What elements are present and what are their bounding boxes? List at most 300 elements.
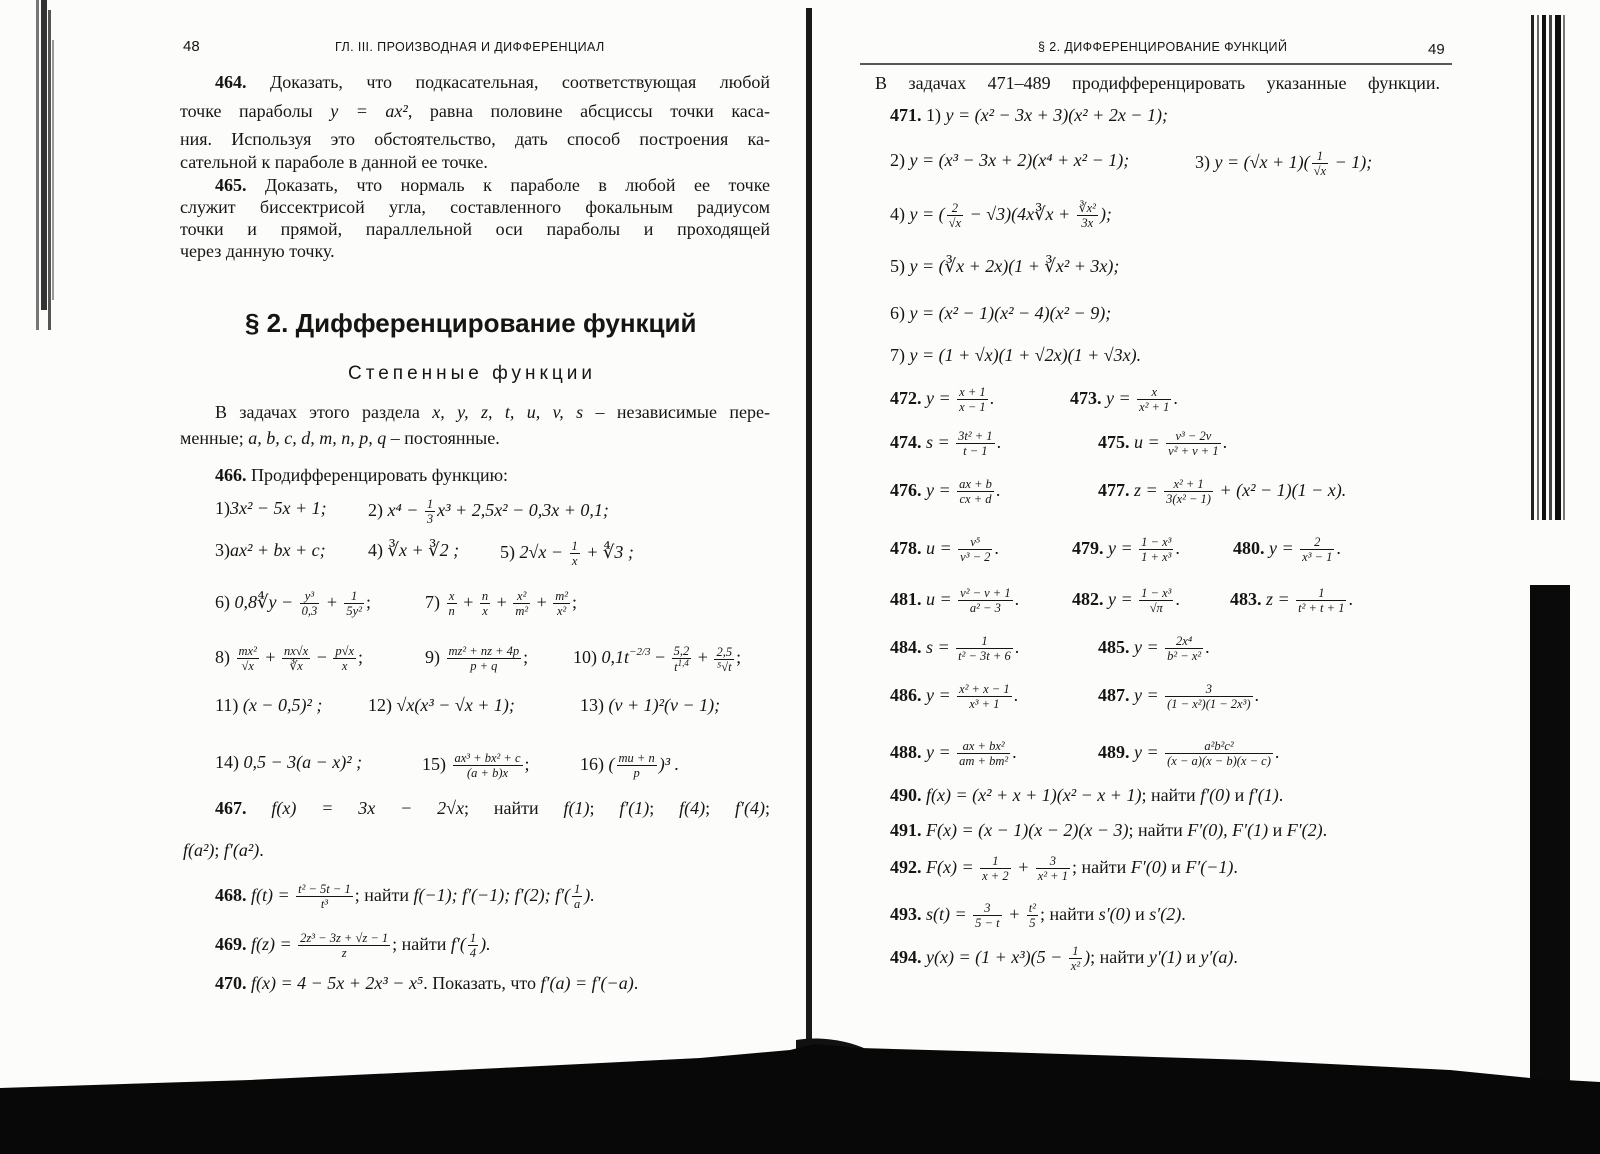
fraction-numerator (1036, 854, 1070, 868)
problem-486 (890, 682, 1019, 711)
text-run: am + bm² (959, 754, 1009, 768)
fraction (1164, 477, 1213, 506)
line-content (875, 73, 1440, 93)
text-run: . (1348, 588, 1353, 609)
fraction-denominator (957, 696, 1011, 711)
text-run: 9) (425, 646, 445, 667)
problem-number: 484. (890, 636, 922, 657)
fraction (1296, 586, 1346, 615)
text-run: . (995, 479, 1001, 500)
text-run: 6) (890, 303, 910, 323)
math-expression: y = ax² (330, 101, 408, 121)
problem-469 (215, 931, 491, 960)
text-run: x (341, 659, 348, 673)
math-expression: √x(x³ − √x + 1); (396, 695, 515, 715)
text-run: ; (214, 840, 224, 860)
fraction-denominator (447, 658, 522, 673)
math-expression: f′(a) = f′(−a) (540, 973, 634, 993)
text-run: 3 (1049, 854, 1056, 868)
line-content (890, 150, 1129, 170)
fraction-numerator (947, 201, 963, 215)
problem-number: 493. (890, 903, 922, 924)
problem-number: 471. (890, 105, 922, 125)
text-run: . (1175, 588, 1180, 609)
text-run: x² + x − 1 (959, 682, 1010, 696)
problem-number: 478. (890, 537, 922, 558)
problem-number: 466. (215, 465, 247, 485)
fraction-numerator (958, 535, 992, 549)
fraction (333, 644, 356, 673)
line-content (215, 465, 508, 485)
text-run: 3) (1195, 151, 1215, 172)
problem-465-line-2 (180, 196, 770, 218)
math-expression: z = (1134, 479, 1163, 500)
text-run: 8) (215, 646, 235, 667)
text-run: t³ (320, 897, 329, 911)
text-run: 3 (426, 512, 434, 526)
text-run: − (312, 646, 332, 667)
text-run: 10) (573, 647, 602, 668)
text-run: . (1014, 588, 1020, 609)
math-expression: x⁴ − (387, 499, 423, 520)
math-expression: y = (∛x + 2x)(1 + ∛x² + 3x); (909, 256, 1120, 276)
text-run: n (481, 589, 489, 603)
math-expression: z = (1266, 588, 1295, 609)
problem-number: 476. (890, 479, 922, 500)
text-run: ; найти (1141, 785, 1201, 805)
fraction-numerator (480, 589, 490, 603)
fraction (956, 634, 1013, 663)
fraction-numerator (1300, 535, 1334, 549)
text-run: t − 1 (963, 444, 988, 458)
math-expression: f′( (450, 933, 466, 954)
fraction-denominator (570, 553, 580, 568)
text-run: 1 (992, 854, 999, 868)
problem-number: 473. (1070, 387, 1102, 408)
fraction-numerator (572, 882, 582, 896)
text-run: 5 − t (975, 916, 1000, 930)
fraction-denominator (425, 511, 435, 526)
line-content (180, 101, 770, 121)
fraction-denominator (344, 603, 364, 618)
problem-466-heading (215, 464, 508, 486)
text-run: и (1181, 946, 1201, 967)
math-expression: 0,5 − 3(a − x)² ; (243, 752, 363, 772)
fraction-numerator (1027, 901, 1038, 915)
line-content (180, 428, 500, 448)
problem-470 (215, 972, 638, 994)
problem-465-line-3 (180, 218, 770, 240)
text-run: . (1205, 636, 1210, 657)
problem-493 (890, 901, 1186, 930)
math-expression: f(x) = 4 − 5x + 2x³ − x⁵ (251, 973, 424, 993)
text-run: точки и прямой, параллельной оси параболы и проходящей (180, 219, 770, 239)
text-run: + (458, 591, 478, 612)
fraction (425, 497, 435, 526)
problem-number: 486. (890, 684, 922, 705)
text-run: ; найти (1072, 856, 1131, 877)
problem-number: 477. (1098, 479, 1130, 500)
fraction-numerator (1069, 944, 1082, 958)
fraction (957, 739, 1010, 768)
problem-464-line-1 (215, 71, 770, 93)
fraction (1069, 944, 1082, 973)
problem-number: 465. (215, 175, 247, 195)
fraction-denominator (572, 896, 582, 911)
fraction-numerator (1166, 429, 1220, 443)
text-run: . (1014, 636, 1020, 657)
fraction-numerator (237, 644, 259, 658)
fraction-denominator (956, 443, 994, 458)
math-expression: 2√x − (519, 541, 568, 562)
text-run: 15) (422, 753, 451, 774)
fraction-numerator (973, 901, 1001, 915)
text-run: mu + n (618, 751, 655, 765)
fraction (973, 901, 1001, 930)
text-run: 1 (1072, 944, 1079, 958)
math-expression: u = (1134, 431, 1165, 452)
exponent: −2/3 (629, 646, 651, 659)
line-content (1098, 682, 1260, 711)
math-expression: F(x) = (x − 1)(x − 2)(x − 3) (926, 820, 1129, 840)
text-run: b² − x² (1167, 649, 1202, 663)
text-run: ; (523, 646, 529, 667)
fraction (572, 882, 582, 911)
fraction-numerator (298, 931, 390, 945)
math-expression: + (x² − 1)(1 − x). (1214, 479, 1347, 500)
math-expression: 0,1t (601, 647, 630, 668)
fraction (617, 751, 657, 780)
text-run (247, 798, 272, 818)
text-run: 3(x² − 1) (1166, 492, 1211, 506)
text-run: 1 − x³ (1141, 586, 1172, 600)
text-run: . (1181, 903, 1186, 924)
line-content (180, 152, 488, 172)
math-expression: y = (926, 479, 956, 500)
page-number-right: 49 (1428, 41, 1445, 58)
line-content (180, 241, 335, 261)
text-run: и (1230, 785, 1249, 805)
text-run: ; (572, 591, 578, 612)
fraction-denominator (1027, 915, 1038, 930)
text-run: В задачах 471–489 продифференцировать указанные функции. (875, 73, 1440, 93)
fraction-numerator (333, 644, 356, 658)
line-content (580, 751, 680, 780)
fraction (300, 589, 320, 618)
text-run: x (482, 604, 488, 618)
subsection-title: Степенные функции (348, 363, 596, 384)
fraction-denominator (1166, 443, 1220, 458)
line-content (890, 429, 1002, 458)
problem-number: 491. (890, 820, 922, 840)
text-run: и (1268, 820, 1287, 840)
math-expression: y = (926, 684, 956, 705)
problem-465-line-4 (180, 240, 335, 262)
problem-number: 485. (1098, 636, 1130, 657)
text-run: + (532, 591, 552, 612)
fraction-numerator (714, 645, 734, 659)
running-head-left: ГЛ. III. ПРОИЗВОДНАЯ И ДИФФЕРЕНЦИАЛ (335, 40, 605, 54)
text-run: 3 (984, 901, 991, 915)
fraction-numerator (1139, 535, 1173, 549)
text-run: 2) (890, 150, 910, 170)
fraction-denominator (973, 915, 1001, 930)
text-run: (x − a)(x − b)(x − c) (1167, 754, 1271, 768)
line-content (425, 589, 578, 618)
math-expression: ). (584, 884, 595, 905)
text-run: x² (517, 589, 527, 603)
text-run: . (1278, 785, 1284, 805)
fraction-denominator (1077, 215, 1098, 230)
problem-471-item-2 (890, 149, 1129, 171)
text-run: 1 (571, 539, 578, 553)
problem-number: 481. (890, 588, 922, 609)
math-expression: F′(2) (1286, 820, 1323, 840)
problem-471-item-3 (1195, 149, 1373, 178)
fraction-denominator (1139, 600, 1173, 615)
fraction (296, 882, 353, 911)
text-run: x² + 1 (1173, 477, 1204, 491)
fraction-denominator (1036, 868, 1070, 883)
text-run: 7) (890, 345, 910, 365)
math-expression: + (1012, 856, 1034, 877)
text-run: t² + t + 1 (1298, 601, 1345, 615)
text-run: и (1130, 903, 1150, 924)
fraction (282, 644, 310, 673)
fraction-denominator (296, 896, 353, 911)
fraction-denominator (1165, 648, 1203, 663)
text-run: . (1012, 741, 1017, 762)
text-run: . (1233, 946, 1238, 967)
text-run: m² (515, 604, 529, 618)
line-content (368, 695, 515, 715)
line-content (890, 682, 1019, 711)
text-run: В задачах этого раздела (215, 402, 433, 422)
text-run: ⁵√t (716, 659, 732, 674)
text-run: ния. Используя это обстоятельство, дать способ построения ка- (180, 129, 770, 149)
problem-466-item-3 (215, 539, 326, 561)
text-run: ; (736, 647, 742, 668)
problem-473 (1070, 385, 1178, 414)
line-content (890, 535, 999, 564)
math-expression: f(t) = (251, 884, 295, 905)
math-expression: y = (926, 741, 956, 762)
fraction (1036, 854, 1070, 883)
line-content (890, 477, 1001, 506)
text-run: t² − 5t − 1 (298, 882, 351, 896)
text-run: 1 (426, 497, 434, 511)
text-run: x (448, 589, 455, 603)
text-run: ax + b (959, 477, 992, 491)
fraction (237, 644, 259, 673)
problem-475 (1098, 429, 1228, 458)
line-content (215, 498, 327, 518)
fraction-denominator (980, 868, 1010, 883)
math-expression: )³ . (658, 753, 680, 774)
fraction-numerator (957, 682, 1011, 696)
math-expression: ( (608, 753, 615, 774)
math-expression: y = (1106, 387, 1136, 408)
text-run: . (259, 840, 264, 860)
text-run: ; найти (1039, 903, 1099, 924)
math-expression: 0,8∜y − (234, 591, 298, 612)
text-run: ; найти (1090, 946, 1149, 967)
fraction-numerator (1165, 682, 1252, 696)
text-run: a (574, 897, 581, 911)
problem-494 (890, 944, 1238, 973)
text-run: 5) (890, 256, 910, 276)
fraction (344, 589, 364, 618)
math-expression: y = (√x + 1)( (1214, 151, 1310, 172)
math-expression: ∛x + ∛2 ; (387, 540, 460, 560)
problem-466-item-15 (422, 751, 530, 780)
math-expression: F′(0) (1130, 856, 1167, 877)
problem-number: 470. (215, 973, 247, 993)
problem-466-item-6 (215, 589, 371, 618)
math-expression: y = (1269, 537, 1299, 558)
fraction (1139, 535, 1173, 564)
text-run: 2z³ − 3z + √z − 1 (300, 931, 389, 945)
problem-466-item-2 (368, 497, 609, 526)
text-run: 3) (215, 540, 230, 560)
problem-466-item-5 (500, 539, 634, 568)
fraction-denominator (1137, 399, 1171, 414)
line-content (573, 644, 742, 674)
problem-476 (890, 477, 1001, 506)
fraction (1166, 429, 1220, 458)
text-run: x² + 1 (1037, 869, 1068, 883)
fraction-numerator (1077, 201, 1098, 215)
math-expression: + ∜3 ; (581, 541, 634, 562)
line-content (890, 739, 1017, 768)
text-run: Продифференцировать функцию: (246, 465, 509, 485)
text-run: √x (241, 659, 254, 673)
text-run: a² − 3 (969, 601, 1001, 615)
line-content (1098, 739, 1280, 768)
text-run: ; найти (1128, 820, 1188, 840)
text-run: t (674, 660, 678, 674)
fraction-denominator (300, 603, 320, 618)
section-title: § 2. Дифференцирование функций (245, 308, 697, 338)
line-content (215, 695, 322, 715)
text-run: . (1175, 537, 1180, 558)
math-expression: y(x) = (1 + x³)(5 − (926, 946, 1067, 967)
fraction-numerator (468, 931, 478, 945)
fraction-numerator (344, 589, 364, 603)
fraction-denominator (447, 603, 457, 618)
math-expression: f′(1) (1248, 785, 1279, 805)
math-expression: 3x² − 5x + 1; (230, 498, 327, 518)
text-run: . (989, 387, 995, 408)
line-content (180, 219, 770, 239)
text-run: ax + bx² (962, 739, 1005, 753)
text-run: t² (1028, 901, 1036, 915)
right-intro (875, 72, 1440, 94)
problem-number: 489. (1098, 741, 1130, 762)
text-run: Доказать, что нормаль к параболе в любой ее точке (246, 175, 770, 195)
problem-number: 492. (890, 856, 922, 877)
line-content (890, 385, 995, 414)
problem-471-item-6 (890, 302, 1111, 324)
text-run: 14) (215, 752, 244, 772)
text-run: точке параболы (180, 101, 331, 121)
text-run: (a + b)x (466, 766, 509, 780)
line-content (180, 197, 770, 217)
text-run: 1 (981, 634, 988, 648)
text-run: mz² + nz + 4p (448, 644, 520, 658)
math-expression: f(z) = (251, 933, 297, 954)
line-content (215, 72, 770, 92)
math-expression: y = (926, 387, 956, 408)
text-run: 2 (951, 201, 958, 215)
fraction-numerator (282, 644, 310, 658)
math-expression: f(−1); f′(−1); f′(2); f′( (413, 884, 571, 905)
math-expression: ) (1084, 946, 1091, 967)
fraction-numerator (957, 739, 1010, 753)
text-run: x − 1 (959, 400, 986, 414)
text-run: 11) (215, 695, 243, 715)
problem-464-line-2 (180, 100, 770, 122)
fraction-denominator (468, 945, 478, 960)
text-run: 1 − x³ (1141, 535, 1172, 549)
text-run: ; найти (354, 884, 414, 905)
line-content (890, 105, 1168, 125)
fraction (1137, 385, 1171, 414)
problem-number: 487. (1098, 684, 1130, 705)
fraction-denominator (480, 603, 490, 618)
text-run: ; (649, 798, 680, 818)
math-expression: − 1); (1330, 151, 1373, 172)
fraction-numerator (980, 854, 1010, 868)
problem-466-item-16 (580, 751, 680, 780)
math-expression: s′(0) (1098, 903, 1131, 924)
text-run: 5 (1029, 916, 1036, 930)
fraction-numerator (956, 429, 994, 443)
text-run: . (1322, 820, 1328, 840)
text-run: ∛x² (1078, 201, 1096, 215)
text-run: ; найти (463, 798, 564, 818)
fraction-denominator (1164, 491, 1213, 506)
math-expression: f′(1) (619, 798, 650, 818)
text-run: cx + d (959, 492, 992, 506)
fraction-numerator (425, 497, 435, 511)
text-run: 1) (921, 105, 946, 125)
problem-number: 472. (890, 387, 922, 408)
line-content (1230, 586, 1353, 615)
math-expression: f′(0) (1200, 785, 1231, 805)
problem-number: 474. (890, 431, 922, 452)
problem-480 (1233, 535, 1341, 564)
text-run: 2 (1314, 535, 1321, 549)
fraction (957, 682, 1011, 711)
fraction-numerator (453, 751, 523, 765)
fraction (553, 589, 570, 618)
text-run: p (633, 766, 640, 780)
problem-471-item-5 (890, 255, 1119, 277)
problem-466-item-8 (215, 644, 364, 673)
math-expression: f(x) = 3x − 2√x (271, 798, 464, 818)
problem-467-line-2 (183, 839, 264, 861)
fraction-denominator (513, 603, 530, 618)
text-run: Доказать, что подкасательная, соответствующая любой (246, 72, 770, 92)
problem-number: 467. (215, 798, 247, 818)
text-run: 16) (580, 753, 609, 774)
math-expression: s = (926, 431, 955, 452)
line-content (1098, 429, 1228, 458)
fraction-numerator (1165, 634, 1203, 648)
math-expression: y = (1108, 537, 1138, 558)
problem-number: 483. (1230, 588, 1262, 609)
